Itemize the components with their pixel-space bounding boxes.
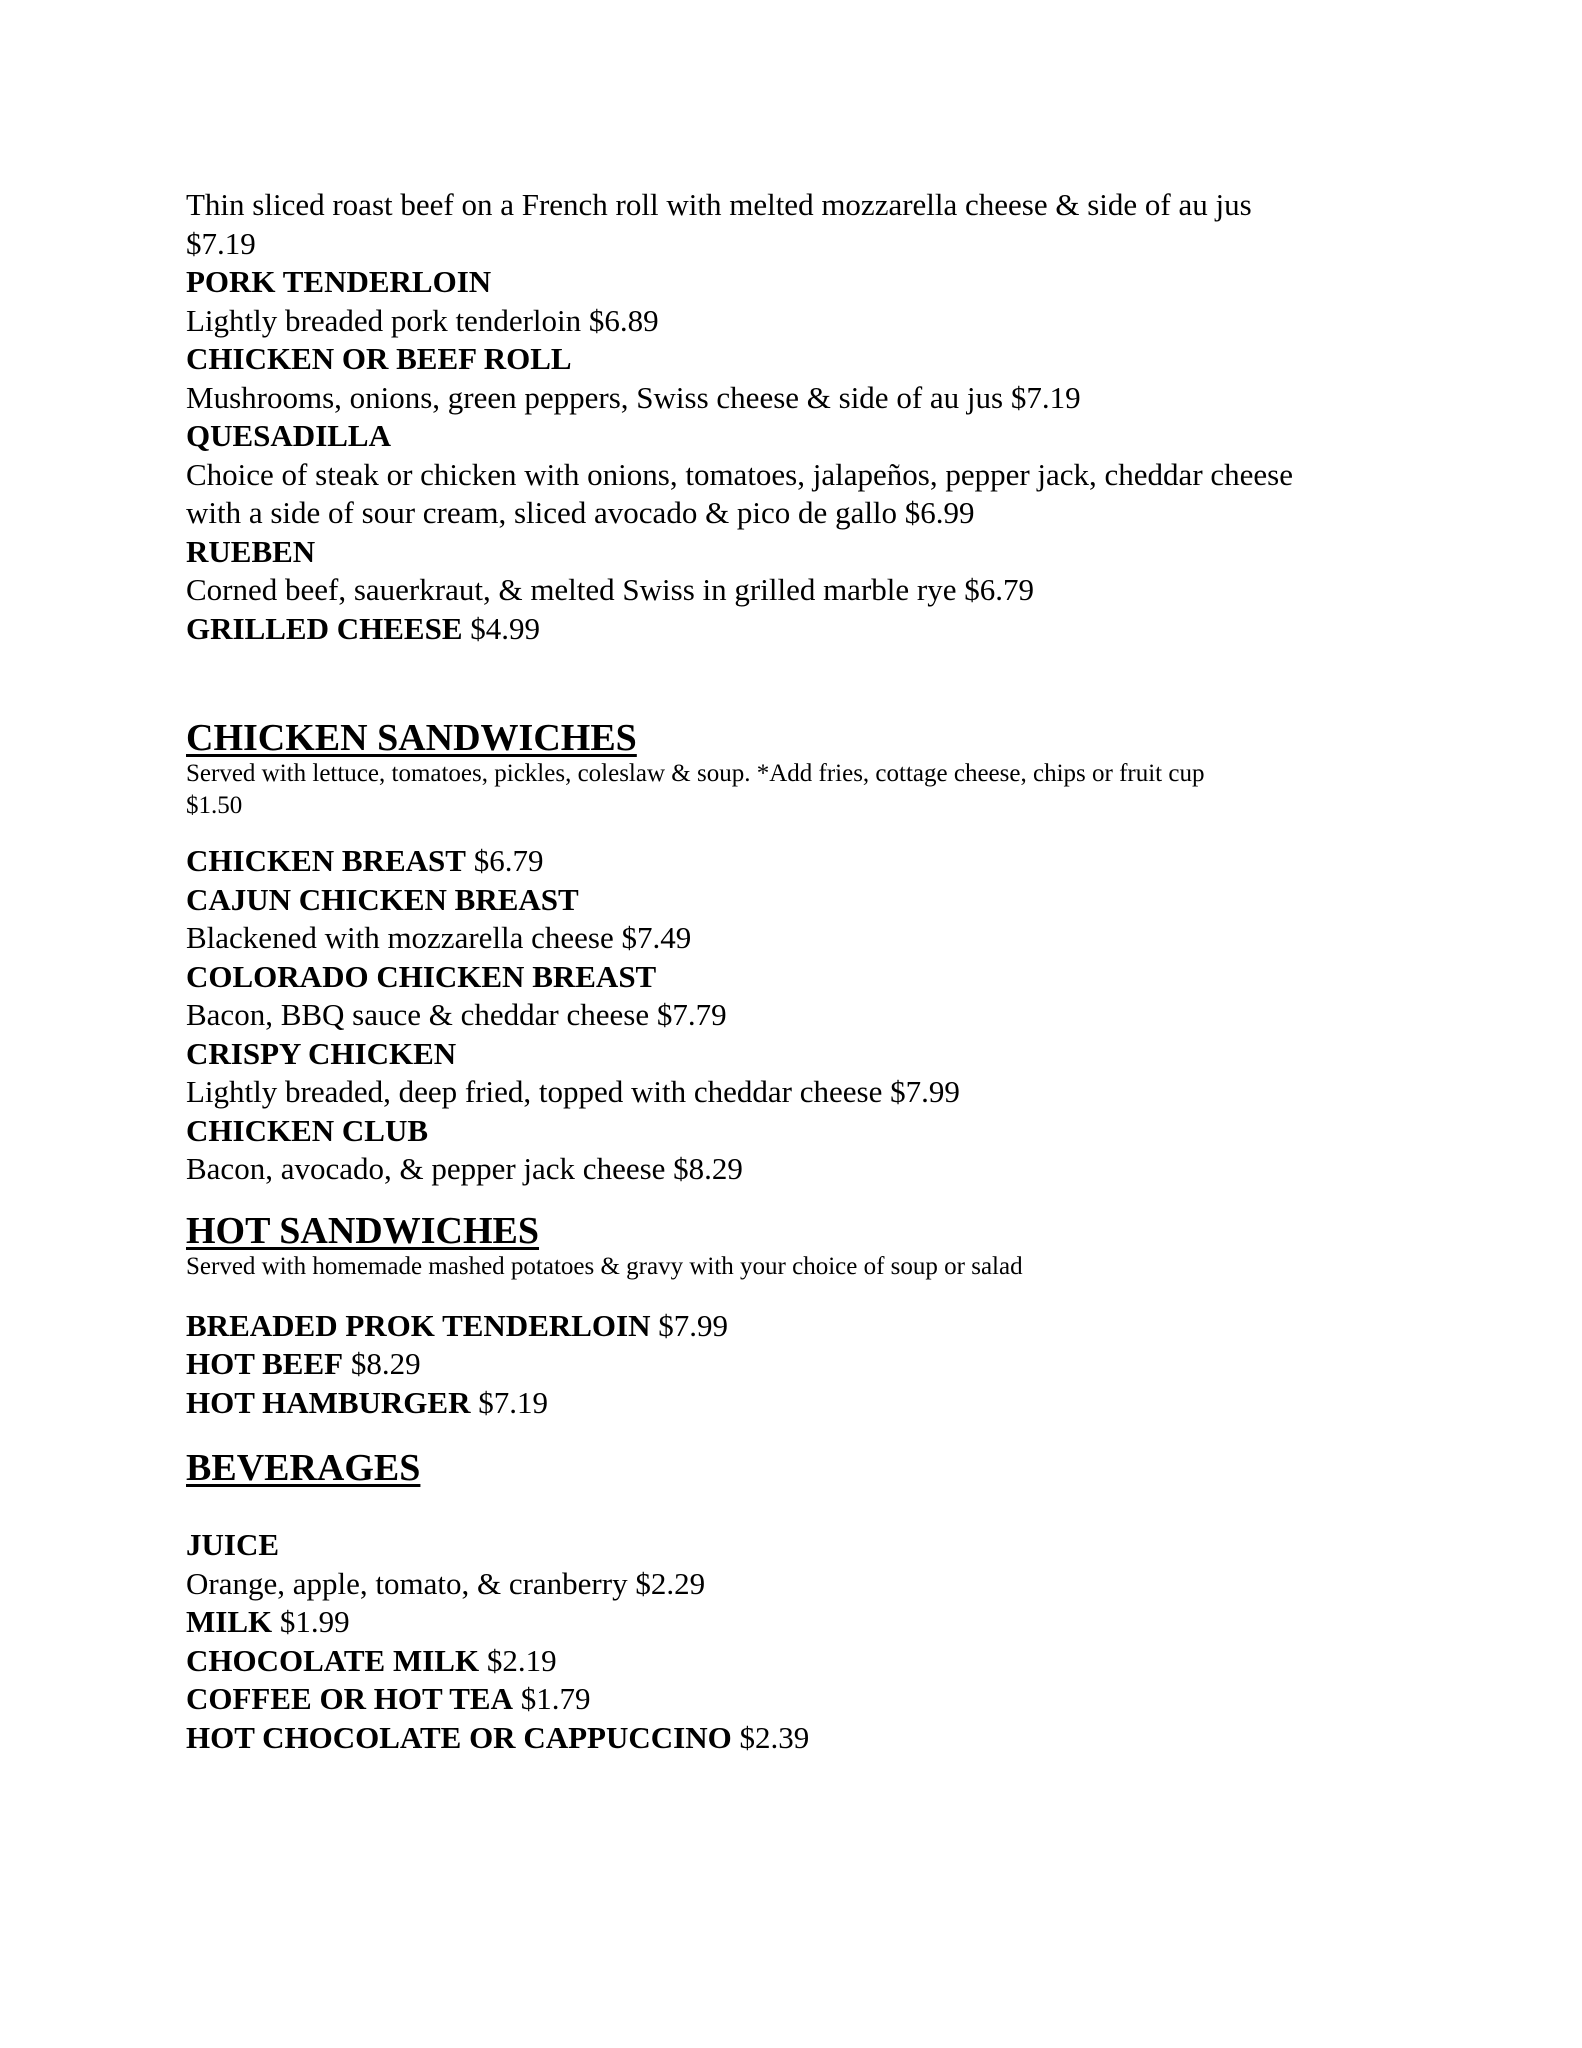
menu-item-name: CHICKEN CLUB <box>186 1112 429 1148</box>
menu-item-price: $2.19 <box>486 1642 557 1678</box>
menu-item-name: HOT BEEF <box>186 1346 344 1381</box>
spacer <box>186 1283 1426 1307</box>
menu-item-name: QUESADILLA <box>186 418 391 453</box>
menu-item-price: $6.79 <box>473 843 544 878</box>
menu-item-price: $7.99 <box>658 1307 729 1343</box>
menu-item <box>186 1307 1426 1346</box>
menu-item-name: CHOCOLATE MILK <box>186 1642 480 1678</box>
section-note: $1.50 <box>186 792 243 819</box>
menu-item-description: Lightly breaded, deep fried, topped with cheddar cheese $7.99 <box>186 1074 960 1109</box>
menu-item <box>186 842 1426 881</box>
menu-item-price: $4.99 <box>470 610 541 646</box>
spacer <box>186 1422 1426 1448</box>
menu-item <box>186 1719 1426 1758</box>
spacer <box>186 1189 1426 1211</box>
menu-item-price: $8.29 <box>350 1346 421 1381</box>
menu-item <box>186 1642 1426 1681</box>
spacer <box>186 822 1426 842</box>
menu-item-name: BREADED PROK TENDERLOIN <box>186 1307 651 1343</box>
menu-item-name: RUEBEN <box>186 533 316 569</box>
spacer <box>186 648 1426 718</box>
section-heading: HOT SANDWICHES <box>186 1209 540 1252</box>
menu-item-price: $7.19 <box>186 225 256 261</box>
section-note: Served with homemade mashed potatoes & gravy with your choice of soup or salad <box>186 1252 1023 1280</box>
menu-item-price: $1.79 <box>520 1681 591 1716</box>
menu-item-name: CHICKEN OR BEEF ROLL <box>186 341 572 376</box>
menu-item-name: MILK <box>186 1604 273 1639</box>
menu-item-name: GRILLED CHEESE <box>186 610 463 646</box>
menu-item-price: $7.19 <box>478 1384 548 1420</box>
menu-page <box>186 186 1426 1757</box>
menu-item <box>186 1384 1426 1423</box>
menu-item-name: CRISPY CHICKEN <box>186 1035 457 1071</box>
menu-item-description: Bacon, BBQ sauce & cheddar cheese $7.79 <box>186 997 727 1032</box>
menu-item-name: COLORADO CHICKEN BREAST <box>186 958 657 994</box>
menu-item-price: $1.99 <box>279 1604 350 1639</box>
menu-item-description: Orange, apple, tomato, & cranberry $2.29 <box>186 1565 706 1601</box>
menu-item-description: Thin sliced roast beef on a French roll with melted mozzarella cheese & side of au jus <box>186 187 1252 222</box>
menu-item-name: JUICE <box>186 1527 280 1562</box>
menu-item-price: $2.39 <box>739 1719 810 1755</box>
menu-item-name: CHICKEN BREAST <box>186 843 466 878</box>
section-note: Served with lettuce, tomatoes, pickles, coleslaw & soup. *Add fries, cottage cheese, chips or fruit cup <box>186 760 1205 787</box>
menu-item-description: with a side of sour cream, sliced avocado & pico de gallo $6.99 <box>186 495 975 530</box>
menu-item <box>186 610 1426 649</box>
menu-item-description: Mushrooms, onions, green peppers, Swiss cheese & side of au jus $7.19 <box>186 379 1081 415</box>
section-heading: BEVERAGES <box>186 1447 421 1489</box>
menu-item-description: Choice of steak or chicken with onions, tomatoes, jalapeños, pepper jack, cheddar cheese <box>186 456 1293 492</box>
menu-item-description: Bacon, avocado, & pepper jack cheese $8.29 <box>186 1151 743 1186</box>
menu-item-description: Lightly breaded pork tenderloin $6.89 <box>186 302 659 338</box>
menu-item-name: HOT HAMBURGER <box>186 1384 471 1420</box>
menu-item-description: Blackened with mozzarella cheese $7.49 <box>186 920 692 955</box>
menu-item <box>186 1603 1426 1642</box>
menu-item-name: HOT CHOCOLATE OR CAPPUCCINO <box>186 1719 732 1755</box>
menu-item-name: PORK TENDERLOIN <box>186 264 492 299</box>
menu-item-name: CAJUN CHICKEN BREAST <box>186 881 579 917</box>
spacer <box>186 1488 1426 1526</box>
menu-item <box>186 1680 1426 1719</box>
menu-item <box>186 1345 1426 1384</box>
section-heading: CHICKEN SANDWICHES <box>186 717 637 759</box>
menu-item-name: COFFEE OR HOT TEA <box>186 1681 513 1716</box>
menu-item-description: Corned beef, sauerkraut, & melted Swiss in grilled marble rye $6.79 <box>186 572 1034 607</box>
